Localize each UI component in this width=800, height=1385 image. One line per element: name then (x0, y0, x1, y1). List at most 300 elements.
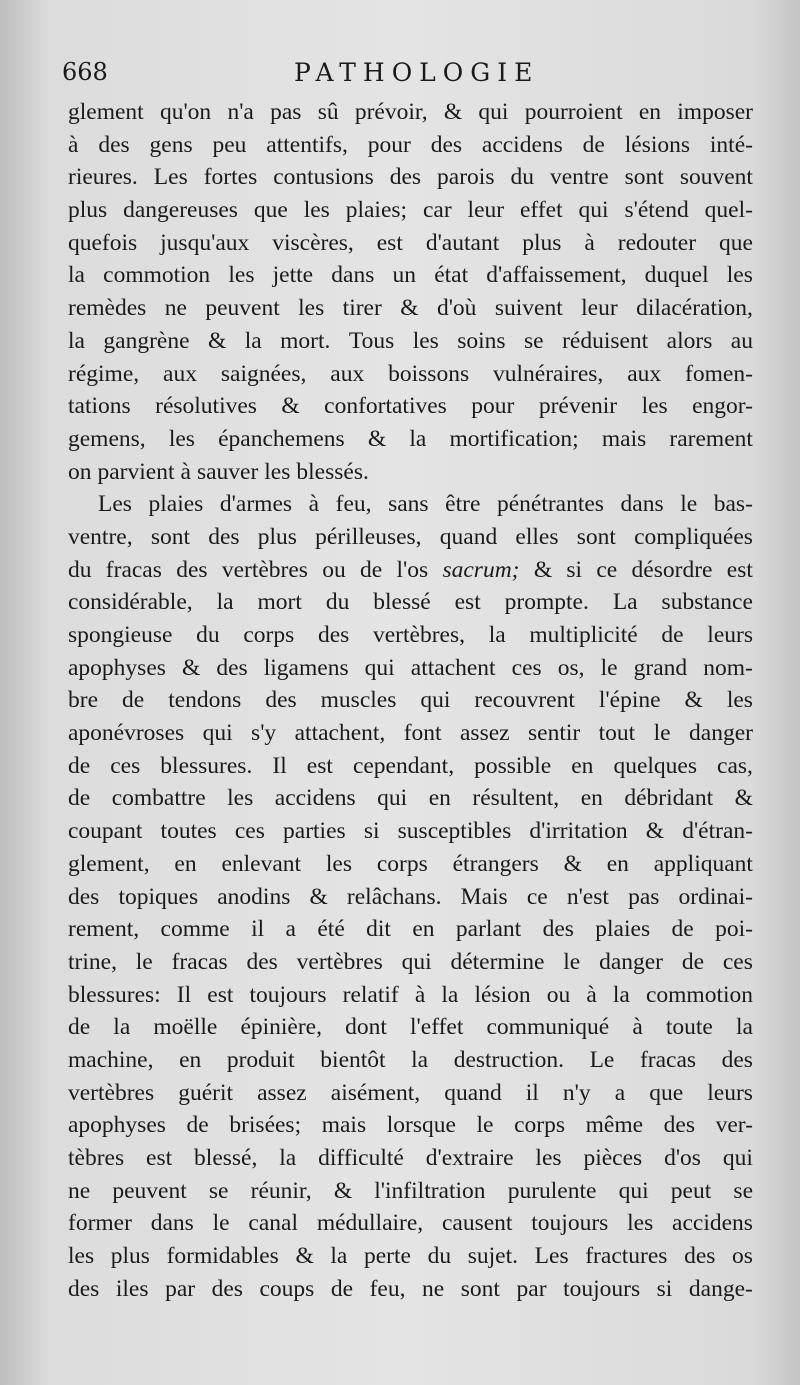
word: & (333, 1177, 353, 1204)
word: d'irritation (529, 818, 628, 845)
word: a (614, 1079, 626, 1106)
word: lésions (624, 131, 691, 158)
word: peuvent (112, 1177, 187, 1204)
word: en (638, 99, 662, 125)
word: état (434, 262, 469, 289)
word: cas, (717, 752, 753, 779)
word: médullaire, (316, 1210, 424, 1237)
text-line (68, 1011, 753, 1044)
word: fracas (171, 948, 228, 975)
word: peu (212, 131, 247, 158)
word: Le (589, 1046, 615, 1073)
word: Les (534, 1243, 569, 1270)
word: glement (68, 99, 144, 125)
word: & (734, 785, 753, 812)
word: les (412, 327, 439, 354)
word: il (525, 1079, 539, 1106)
word: étrangers (452, 850, 539, 877)
word: destruction. (453, 1046, 564, 1073)
word: accidens (481, 131, 563, 158)
text-line (68, 227, 753, 260)
word: quand (439, 523, 498, 550)
word: Les (153, 164, 188, 191)
word: des (721, 1046, 753, 1073)
word: ces (722, 948, 753, 975)
word: aponévroses (68, 720, 185, 747)
word: de (122, 687, 145, 714)
word: coupant (68, 818, 143, 845)
word: viscères, (272, 229, 354, 256)
word: de (68, 785, 91, 812)
word: substance (661, 589, 753, 616)
word: qu'on (159, 99, 212, 125)
word: Mais (460, 883, 508, 910)
word: on (68, 458, 92, 485)
page-header (62, 52, 752, 88)
word: plus (257, 523, 297, 550)
word: suivent (494, 295, 563, 322)
text-line (68, 1273, 753, 1306)
word: du (68, 556, 92, 583)
word: enlevant (221, 850, 302, 877)
word: corps (514, 1112, 565, 1139)
text-line (68, 1142, 753, 1175)
word: toute (665, 1014, 713, 1041)
word: leur (581, 295, 618, 322)
word: pourroient (524, 99, 623, 125)
word: blessé, (194, 1145, 258, 1171)
text-line (68, 717, 753, 750)
word: le (600, 654, 618, 681)
word: accidens (672, 1210, 753, 1237)
text-line (68, 1240, 753, 1273)
word: sentir (528, 720, 581, 747)
word: dans (331, 262, 375, 289)
word: possible (474, 752, 552, 779)
word: feu, (335, 491, 372, 518)
word: assez (460, 720, 510, 747)
word: la (409, 425, 427, 452)
word: des (265, 687, 297, 714)
word: imposer (677, 99, 753, 125)
word: des (542, 916, 574, 943)
text-line (68, 979, 753, 1012)
word: vertèbres, (372, 622, 465, 648)
word: le (680, 491, 698, 518)
word: toutes (160, 818, 217, 845)
word: rieures. (68, 164, 138, 191)
text-body (68, 96, 753, 1305)
word: qui (578, 197, 609, 224)
word: danger (599, 948, 663, 975)
word: le (476, 1112, 494, 1139)
word: est (146, 1145, 173, 1171)
word: quelques (613, 752, 697, 779)
word: aux (627, 360, 662, 387)
word: trine, (68, 948, 117, 975)
word: est (454, 589, 481, 616)
text-line (68, 488, 753, 521)
word: leurs (707, 1079, 753, 1106)
word: aux (163, 360, 197, 387)
word: iles (115, 1275, 149, 1302)
word: de (68, 1014, 91, 1041)
word: cependant, (352, 752, 455, 779)
word: un (392, 262, 417, 289)
word: quel- (704, 197, 753, 224)
word: d'affaissement, (486, 262, 627, 289)
word: de (360, 556, 383, 583)
word: remèdes (68, 295, 147, 322)
word: parlant (455, 916, 522, 943)
word: recouvrent (474, 687, 575, 714)
word: la (411, 1046, 429, 1073)
word: mort. (280, 327, 331, 354)
word: effet (520, 197, 563, 224)
word: en (174, 850, 197, 877)
word: s'y (251, 720, 277, 747)
word: rarement (669, 425, 753, 452)
word: soins (457, 327, 506, 354)
word: par (165, 1275, 196, 1302)
word: des (430, 131, 463, 158)
word: poi- (715, 916, 753, 943)
word: gangrène (103, 327, 190, 354)
word: jusqu'aux (160, 229, 250, 256)
word: le (212, 1210, 230, 1237)
word: qui (618, 1177, 649, 1204)
word: en (606, 850, 629, 877)
word: toujours (531, 1210, 609, 1237)
word: guérit (178, 1079, 234, 1106)
word: l'os (396, 556, 429, 583)
word: mort (257, 589, 302, 616)
word: quand (444, 1079, 502, 1106)
word: & (367, 425, 387, 452)
word: grand (633, 654, 688, 681)
word: des (176, 556, 208, 583)
word: tèbres (68, 1145, 125, 1171)
word: de (671, 916, 694, 943)
word: en (571, 752, 594, 779)
word: ne (164, 295, 187, 322)
word: peuvent (205, 295, 280, 322)
word: d'extraire (425, 1145, 514, 1171)
word: de (681, 948, 705, 975)
word: anodins (217, 883, 291, 910)
word: les (68, 1243, 95, 1270)
word: ne (422, 1275, 445, 1302)
word: bas- (713, 491, 753, 518)
text-line (68, 259, 753, 292)
word: quefois (68, 229, 138, 256)
word: leurs (707, 622, 753, 648)
word: qui (478, 99, 509, 125)
word: en (580, 785, 603, 812)
word: tirer (342, 295, 382, 322)
word: ces (511, 654, 542, 681)
word: prévoir, (354, 99, 428, 125)
word: car (422, 197, 452, 224)
word: être (445, 491, 481, 518)
word: il (251, 916, 265, 943)
word: nom- (703, 654, 753, 681)
text-line (68, 586, 753, 619)
word: boissons (388, 360, 470, 387)
text-line (68, 1109, 753, 1142)
word: épinière, (240, 1014, 322, 1041)
word: & (533, 556, 553, 583)
word: coups (259, 1275, 315, 1302)
word: par (516, 1275, 547, 1302)
word: sont (150, 523, 190, 550)
word: si (566, 556, 583, 583)
word: les (264, 458, 291, 485)
word: dange- (688, 1275, 753, 1302)
text-line (68, 1044, 753, 1077)
word: en (428, 785, 451, 812)
word: des (98, 131, 130, 158)
word: régime, (68, 360, 140, 387)
word: les (325, 850, 353, 877)
text-line (68, 358, 753, 391)
word: d'étran- (682, 818, 753, 845)
word: vulnéraires, (493, 360, 604, 387)
word: plus (68, 197, 108, 224)
word: appliquant (653, 850, 753, 877)
word: du (427, 1243, 452, 1270)
word: n'a (227, 99, 254, 125)
word: pièces (583, 1145, 643, 1171)
word: sont (460, 1275, 500, 1302)
word: est (306, 752, 333, 779)
word: plus (110, 1243, 150, 1270)
word: les (535, 1145, 562, 1171)
text-line (68, 96, 753, 129)
word: même (585, 1112, 644, 1139)
word: Il (272, 752, 287, 779)
word: qui (377, 785, 408, 812)
text-line (68, 946, 753, 979)
word: & (563, 850, 582, 877)
text-line (68, 913, 753, 946)
word: plus (522, 229, 562, 256)
word: épanchemens (218, 425, 345, 452)
word: comme (160, 916, 230, 943)
word: contusions (273, 164, 374, 191)
word: compliquées (634, 523, 753, 550)
word: se (733, 1177, 753, 1204)
word: souvent (679, 164, 753, 191)
word: ces (234, 818, 265, 845)
word: dit (366, 916, 391, 943)
word: combattre (111, 785, 206, 812)
word: former (68, 1210, 132, 1237)
word: ne (68, 1177, 91, 1204)
word: saignées, (220, 360, 307, 387)
word: pas (270, 99, 302, 125)
text-line (68, 456, 753, 489)
word: à (308, 491, 320, 518)
word: blessés. (296, 458, 369, 485)
word: blessures. (160, 752, 253, 779)
word: Les (98, 491, 132, 518)
word: la (441, 981, 459, 1008)
word: de (186, 1112, 209, 1139)
word: a (285, 916, 296, 943)
word: sacrum; (442, 556, 520, 583)
word: Tous (348, 327, 395, 354)
word: prévenir (538, 393, 618, 420)
text-line (68, 161, 753, 194)
word: que (719, 229, 753, 256)
word: n'est (566, 883, 609, 910)
word: muscles (320, 687, 397, 714)
word: relâchans. (346, 883, 442, 910)
word: assez (257, 1079, 307, 1106)
word: toujours (563, 1275, 641, 1302)
word: d'autant (425, 229, 500, 256)
word: fractures (585, 1243, 668, 1270)
running-head: PATHOLOGIE (294, 58, 540, 87)
word: dans (620, 491, 664, 518)
word: qui (202, 720, 233, 747)
word: d'armes (219, 491, 293, 518)
word: à (414, 981, 426, 1008)
word: aux (330, 360, 365, 387)
text-line (68, 652, 753, 685)
word: ce (526, 883, 548, 910)
word: leur (467, 197, 505, 224)
word: sans (388, 491, 429, 518)
word: la (113, 1014, 131, 1041)
word: formidables (166, 1243, 279, 1270)
word: de (68, 752, 91, 779)
word: sont (624, 164, 664, 191)
word: jette (272, 262, 314, 289)
word: engor- (692, 393, 753, 420)
word: est (376, 229, 403, 256)
word: les (627, 1210, 654, 1237)
word: ou (322, 556, 346, 583)
word: mortification; (449, 425, 579, 452)
word: les (298, 295, 325, 322)
word: tations (68, 393, 131, 420)
word: à (584, 229, 595, 256)
word: les (641, 393, 668, 420)
word: & (645, 818, 665, 845)
word: & (208, 327, 227, 354)
word: débridant (624, 785, 714, 812)
word: du (325, 589, 350, 616)
word: lorsque (386, 1112, 456, 1139)
word: duquel (644, 262, 709, 289)
word: corps (376, 850, 428, 877)
text-line (68, 848, 753, 881)
word: n'y (562, 1079, 591, 1106)
word: ou (546, 981, 571, 1008)
word: des (317, 622, 350, 648)
word: si (363, 818, 380, 845)
word: corps (243, 622, 295, 648)
word: ce (596, 556, 618, 583)
word: la (68, 262, 85, 289)
word: fracas (105, 556, 162, 583)
text-line (68, 325, 753, 358)
word: bientôt (320, 1046, 386, 1073)
word: & (295, 1243, 314, 1270)
word: sauver (196, 458, 259, 485)
text-line (68, 1175, 753, 1208)
text-line (68, 815, 753, 848)
word: prompte. (504, 589, 589, 616)
word: dans (150, 1210, 194, 1237)
word: blessé (373, 589, 431, 616)
word: est (726, 556, 753, 583)
word: des (389, 164, 422, 191)
word: ces (110, 752, 141, 779)
word: la (68, 327, 85, 354)
word: que (253, 197, 288, 224)
word: vertèbres (68, 1079, 155, 1106)
page-number: 668 (62, 58, 108, 86)
word: perte (364, 1243, 411, 1270)
word: inté- (709, 131, 753, 158)
text-line (68, 750, 753, 783)
text-line (68, 1077, 753, 1110)
word: la (279, 1145, 297, 1171)
text-line (68, 881, 753, 914)
word: qui (722, 1145, 753, 1171)
word: qui (364, 654, 395, 681)
word: rement, (68, 916, 140, 943)
word: danger (689, 720, 753, 747)
word: réduisent (562, 327, 649, 354)
word: canal (248, 1210, 298, 1237)
word: tendons (168, 687, 242, 714)
word: toujours (249, 981, 327, 1008)
word: Il (176, 981, 192, 1008)
word: de (582, 131, 605, 158)
word: l'épine (598, 687, 661, 714)
word: plaies; (345, 197, 408, 224)
word: spongieuse (68, 622, 173, 648)
word: résolutives (155, 393, 257, 420)
word: été (317, 916, 345, 943)
word: & (181, 654, 201, 681)
word: se (208, 1177, 229, 1204)
word: causent (441, 1210, 513, 1237)
word: topiques (118, 883, 199, 910)
word: elles (515, 523, 559, 550)
word: des (208, 523, 240, 550)
word: à (586, 981, 597, 1008)
word: bre (68, 687, 99, 714)
word: moëlle (153, 1014, 218, 1041)
word: gemens, (68, 425, 146, 452)
word: commotion (645, 981, 753, 1008)
text-line (68, 684, 753, 717)
word: détermine (450, 948, 545, 975)
text-line (68, 390, 753, 423)
word: des (216, 654, 248, 681)
word: gens (149, 131, 193, 158)
word: ventre (549, 164, 609, 191)
text-line (68, 129, 753, 162)
word: la (244, 327, 262, 354)
word: à (632, 1014, 643, 1041)
word: d'où (436, 295, 477, 322)
